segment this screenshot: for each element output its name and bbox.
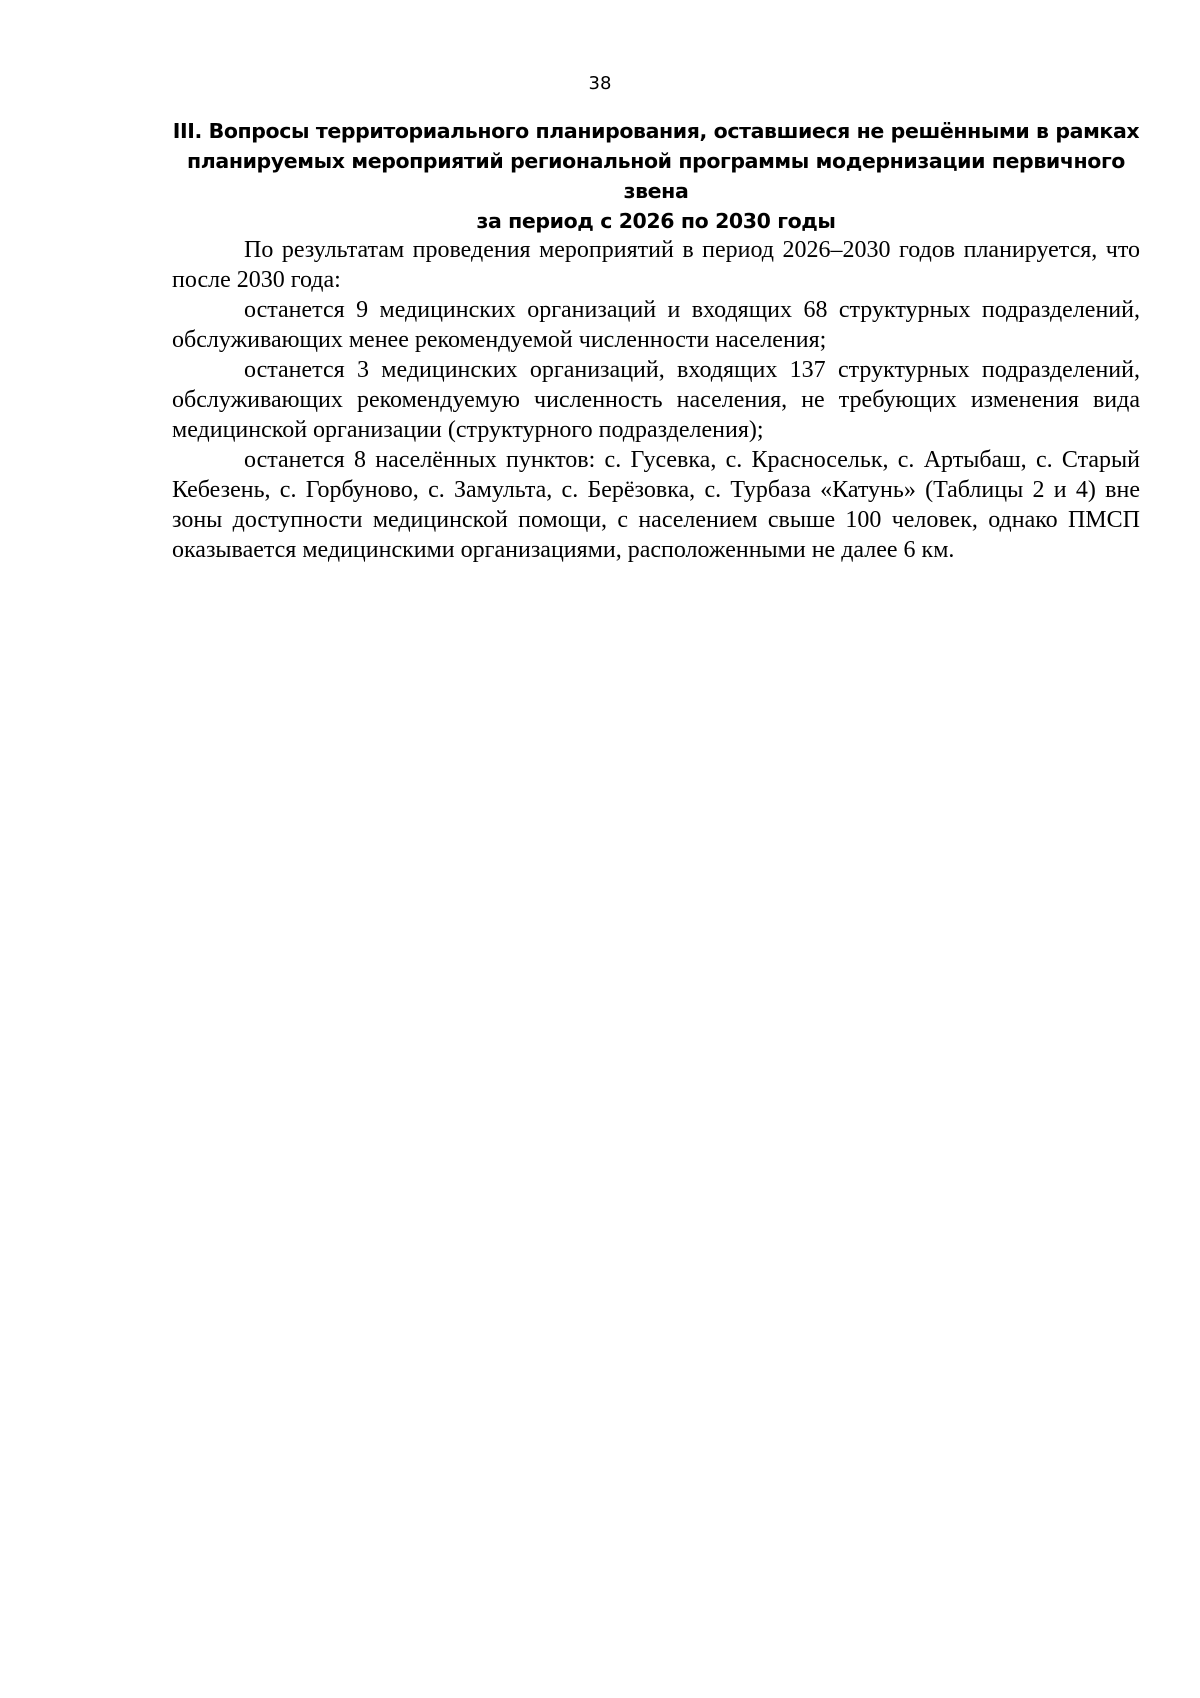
section-heading-line: за период с 2026 по 2030 годы [476,209,836,233]
paragraph-intro: По результатам проведения мероприятий в период 2026–2030 годов планируется, что после 2030 года: [172,237,1140,293]
section-heading-line: планируемых мероприятий региональной программы модернизации первичного звена [187,149,1125,203]
paragraph-settlements: останется 8 населённых пунктов: с. Гусевка, с. Красносельк, с. Артыбаш, с. Старый Кебезень, с. Горбуново, с. Замульта, с. Берёзовка, с. Турбаза «Катунь» (Таблицы 2 и 4) вне зоны доступности медицинской помощи, с населением свыше 100 человек, однако ПМСП оказывается медицинскими организациями, расположенными не далее 6 км. [172,447,1140,563]
page-number: 38 [588,73,612,94]
section-heading [172,116,1140,236]
paragraph-recommended: останется 3 медицинских организаций, входящих 137 структурных подразделений, обслуживающих рекомендуемую численность населения, не требующих изменения вида медицинской организации (структурного подразделения); [172,357,1140,443]
section-heading-line: III. Вопросы территориального планирования, оставшиеся не решёнными в рамках [172,119,1140,143]
paragraph-below-recommended: останется 9 медицинских организаций и входящих 68 структурных подразделений, обслуживающих менее рекомендуемой численности населения; [172,297,1140,353]
body-text [172,235,1140,565]
